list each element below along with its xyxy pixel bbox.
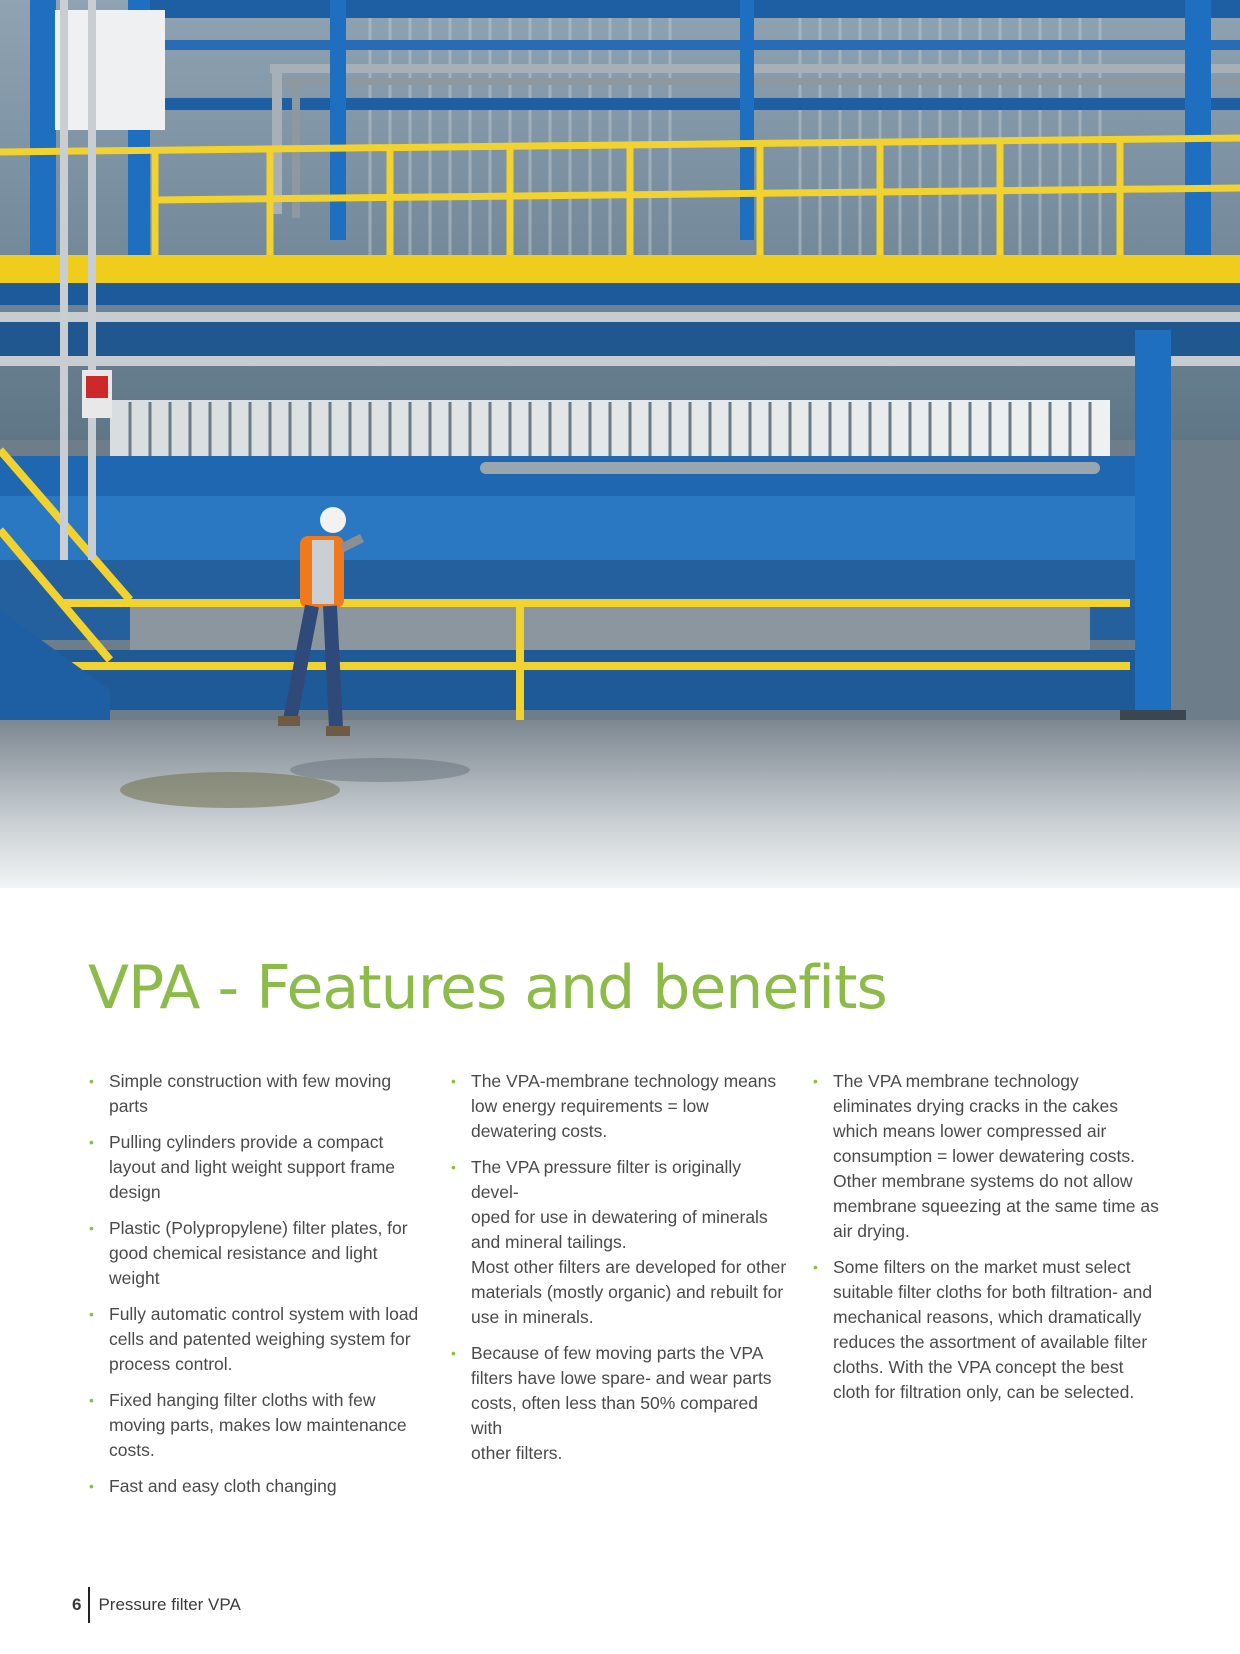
bullet-icon: • xyxy=(89,1134,94,1150)
footer-title: Pressure filter VPA xyxy=(98,1595,241,1614)
bullet-icon: • xyxy=(89,1478,94,1494)
list-item-text: Because of few moving parts the VPA filters have lowe spare- and wear parts costs, often less than 50% compared with other filters. xyxy=(471,1343,772,1463)
list-item xyxy=(88,1388,428,1463)
list-item-text: Some filters on the market must select suitable filter cloths for both filtration- and mechanical reasons, which dramatically reduces the assortment of available filter cloths. With the VPA concept the best cloth for filtration only, can be selected. xyxy=(833,1257,1153,1402)
list-item-text: Fully automatic control system with load cells and patented weighing system for process control. xyxy=(109,1304,419,1374)
list-item-text: The VPA membrane technology eliminates drying cracks in the cakes which means lower compressed air consumption = lower dewatering costs. Other membrane systems do not allow membrane squeezing at the same time as air drying. xyxy=(833,1071,1159,1241)
bullet-icon: • xyxy=(89,1220,94,1236)
bullet-icon: • xyxy=(813,1073,818,1089)
list-item xyxy=(88,1069,428,1119)
bullet-icon: • xyxy=(89,1392,94,1408)
list-item-text: The VPA pressure filter is originally devel- oped for use in dewatering of minerals and mineral tailings. Most other filters are developed for other materials (mostly organic) and rebuilt for use in minerals. xyxy=(471,1157,787,1327)
list-item-text: Pulling cylinders provide a compact layout and light weight support frame design xyxy=(109,1132,395,1202)
list-item xyxy=(88,1216,428,1291)
footer-divider xyxy=(88,1587,90,1623)
features-column-1 xyxy=(88,1069,428,1510)
page-title: VPA - Features and benefits xyxy=(88,953,887,1023)
list-item-text: The VPA-membrane technology means low energy requirements = low dewatering costs. xyxy=(471,1071,777,1141)
list-item xyxy=(812,1069,1162,1244)
list-item-text: Plastic (Polypropylene) filter plates, for good chemical resistance and light weight xyxy=(109,1218,408,1288)
bullet-icon: • xyxy=(451,1159,456,1175)
features-column-2 xyxy=(450,1069,790,1477)
list-item-text: Fast and easy cloth changing xyxy=(109,1476,337,1496)
list-item xyxy=(450,1069,790,1144)
list-item xyxy=(450,1155,790,1330)
bullet-icon: • xyxy=(89,1306,94,1322)
page-footer xyxy=(72,1587,241,1623)
page-number: 6 xyxy=(72,1595,82,1614)
list-item xyxy=(450,1341,790,1466)
list-item xyxy=(88,1302,428,1377)
list-item xyxy=(88,1474,428,1499)
bullet-icon: • xyxy=(89,1073,94,1089)
list-item-text: Simple construction with few moving parts xyxy=(109,1071,392,1116)
bullet-icon: • xyxy=(813,1259,818,1275)
list-item xyxy=(812,1255,1162,1405)
bullet-icon: • xyxy=(451,1073,456,1089)
list-item-text: Fixed hanging filter cloths with few moving parts, makes low maintenance costs. xyxy=(109,1390,407,1460)
list-item xyxy=(88,1130,428,1205)
bullet-icon: • xyxy=(451,1345,456,1361)
features-column-3 xyxy=(812,1069,1162,1416)
